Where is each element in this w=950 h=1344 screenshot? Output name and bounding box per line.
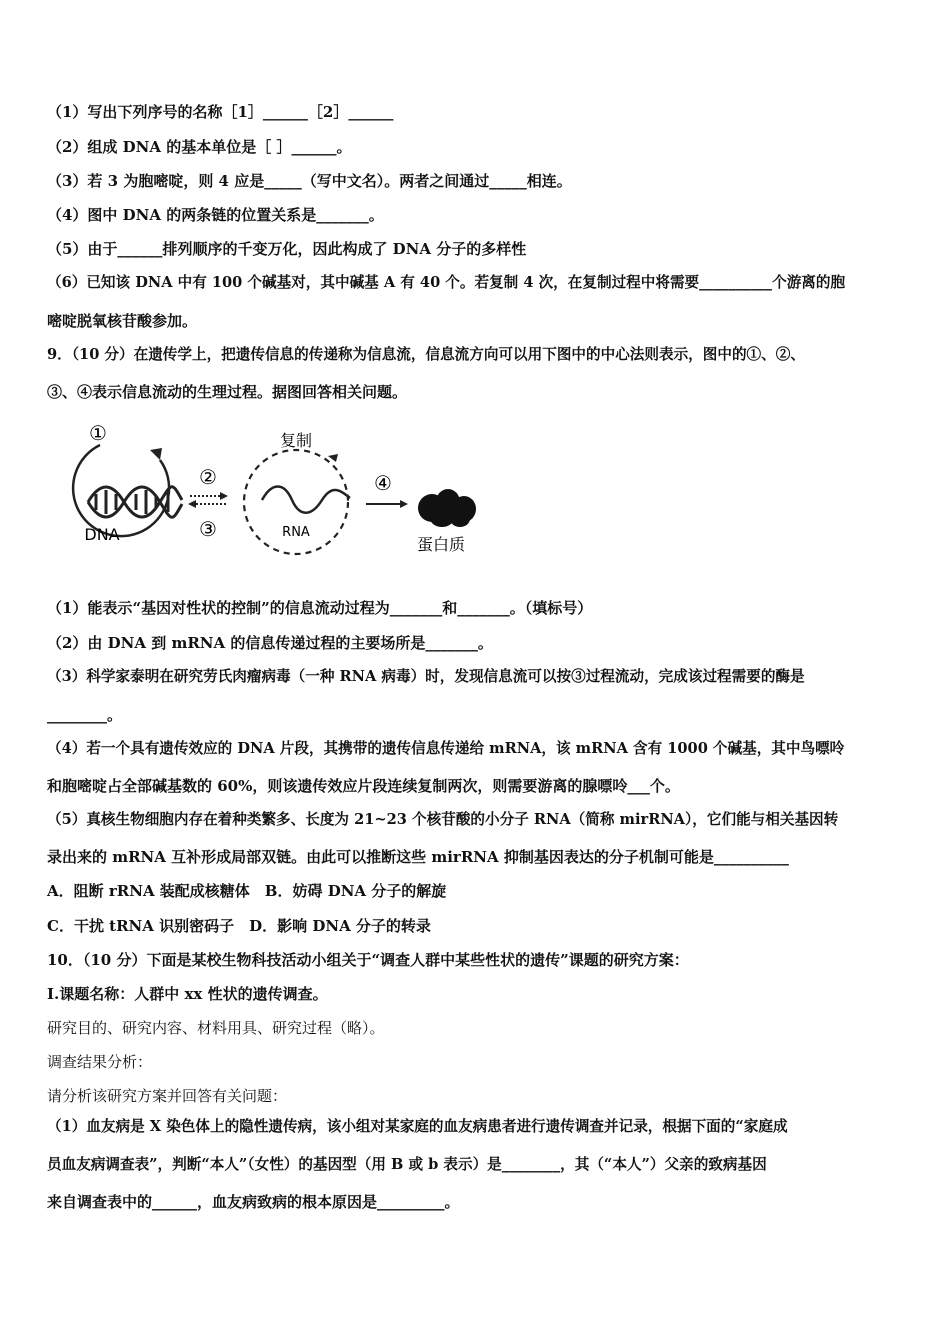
q9-part-1: （1）能表示“基因对性状的控制”的信息流动过程为_______和_______。（填标号） xyxy=(47,599,593,617)
replication-label: 复制 xyxy=(279,431,313,450)
q9-option-ab: A．阻断 rRNA 装配成核糖体 B．妨碍 DNA 分子的解旋 xyxy=(47,882,447,900)
q9-part-5-cont: 录出来的 mRNA 互补形成局部双链。由此可以推断这些 mirRNA 抑制基因表达的分子机制可能是__________ xyxy=(47,848,789,866)
q9-part-4: （4）若一个具有遗传效应的 DNA 片段，其携带的遗传信息传递给 mRNA，该 mRNA 含有 1000 个碱基，其中鸟嘌呤 xyxy=(47,740,845,757)
q10-part-1-cont: 员血友病调查表”，判断“本人”（女性）的基因型（用 B 或 b 表示）是________，其（“本人”）父亲的致病基因 xyxy=(47,1156,767,1173)
q8-part-5: （5）由于______排列顺序的千变万化，因此构成了 DNA 分子的多样性 xyxy=(47,240,527,258)
q10-part-1-cont2: 来自调查表中的______，血友病致病的根本原因是_________。 xyxy=(47,1193,460,1211)
q9-stem-line1: 9．（10 分）在遗传学上，把遗传信息的传递称为信息流，信息流方向可以用下图中的中心法则表示，图中的①、②、 xyxy=(47,346,805,363)
rna-label: RNA xyxy=(282,525,310,540)
q9-option-cd: C．干扰 tRNA 识别密码子 D．影响 DNA 分子的转录 xyxy=(47,917,431,935)
q8-part-3: （3）若 3 为胞嘧啶，则 4 应是_____（写中文名）。两者之间通过_____相连。 xyxy=(47,172,572,190)
label-1: ① xyxy=(89,421,107,445)
q10-topic: I.课题名称：人群中 xx 性状的遗传调查。 xyxy=(47,985,328,1003)
q9-part-2: （2）由 DNA 到 mRNA 的信息传递过程的主要场所是_______。 xyxy=(47,634,493,652)
q9-part-3-cont: ________。 xyxy=(47,706,123,724)
protein-label: 蛋白质 xyxy=(416,535,466,554)
q10-analysis: 调查结果分析： xyxy=(47,1053,153,1071)
dna-replication-arrow xyxy=(73,445,169,536)
q10-instruction: 请分析该研究方案并回答有关问题： xyxy=(47,1087,288,1105)
q10-part-1: （1）血友病是 X 染色体上的隐性遗传病，该小组对某家庭的血友病患者进行遗传调查并记录，根据下面的“家庭成 xyxy=(47,1118,788,1135)
rna-strand-icon xyxy=(262,487,350,513)
dna-replication-arrowhead xyxy=(150,448,162,460)
q8-part-1: （1）写出下列序号的名称［1］______［2］______ xyxy=(47,103,394,121)
q9-stem-line2: ③、④表示信息流动的生理过程。据图回答相关问题。 xyxy=(47,383,408,401)
protein-icon xyxy=(418,489,476,527)
q8-part-6-cont: 嘧啶脱氧核苷酸参加。 xyxy=(47,312,198,330)
label-2: ② xyxy=(199,465,217,489)
label-4: ④ xyxy=(374,471,392,495)
dna-helix-icon xyxy=(88,487,182,518)
q10-research: 研究目的、研究内容、材料用具、研究过程（略）。 xyxy=(47,1019,385,1037)
q9-part-5: （5）真核生物细胞内存在着种类繁多、长度为 21~23 个核苷酸的小分子 RNA（简称 mirRNA），它们能与相关基因转 xyxy=(47,811,839,828)
central-dogma-diagram xyxy=(40,412,500,572)
dna-label: DNA xyxy=(84,525,120,544)
q9-part-4-cont: 和胞嘧啶占全部碱基数的 60%，则该遗传效应片段连续复制两次，则需要游离的腺嘌呤___个。 xyxy=(47,777,680,795)
q8-part-4: （4）图中 DNA 的两条链的位置关系是_______。 xyxy=(47,206,384,224)
q9-part-3: （3）科学家泰明在研究劳氏肉瘤病毒（一种 RNA 病毒）时，发现信息流可以按③过程流动，完成该过程需要的酶是 xyxy=(47,668,805,685)
q8-part-6: （6）已知该 DNA 中有 100 个碱基对，其中碱基 A 有 40 个。若复制 4 次，在复制过程中将需要__________个游离的胞 xyxy=(47,274,846,291)
q8-part-2: （2）组成 DNA 的基本单位是［ ］______。 xyxy=(47,138,352,156)
label-3: ③ xyxy=(199,517,217,541)
q10-stem: 10．（10 分）下面是某校生物科技活动小组关于“调查人群中某些性状的遗传”课题的研究方案： xyxy=(47,951,689,969)
